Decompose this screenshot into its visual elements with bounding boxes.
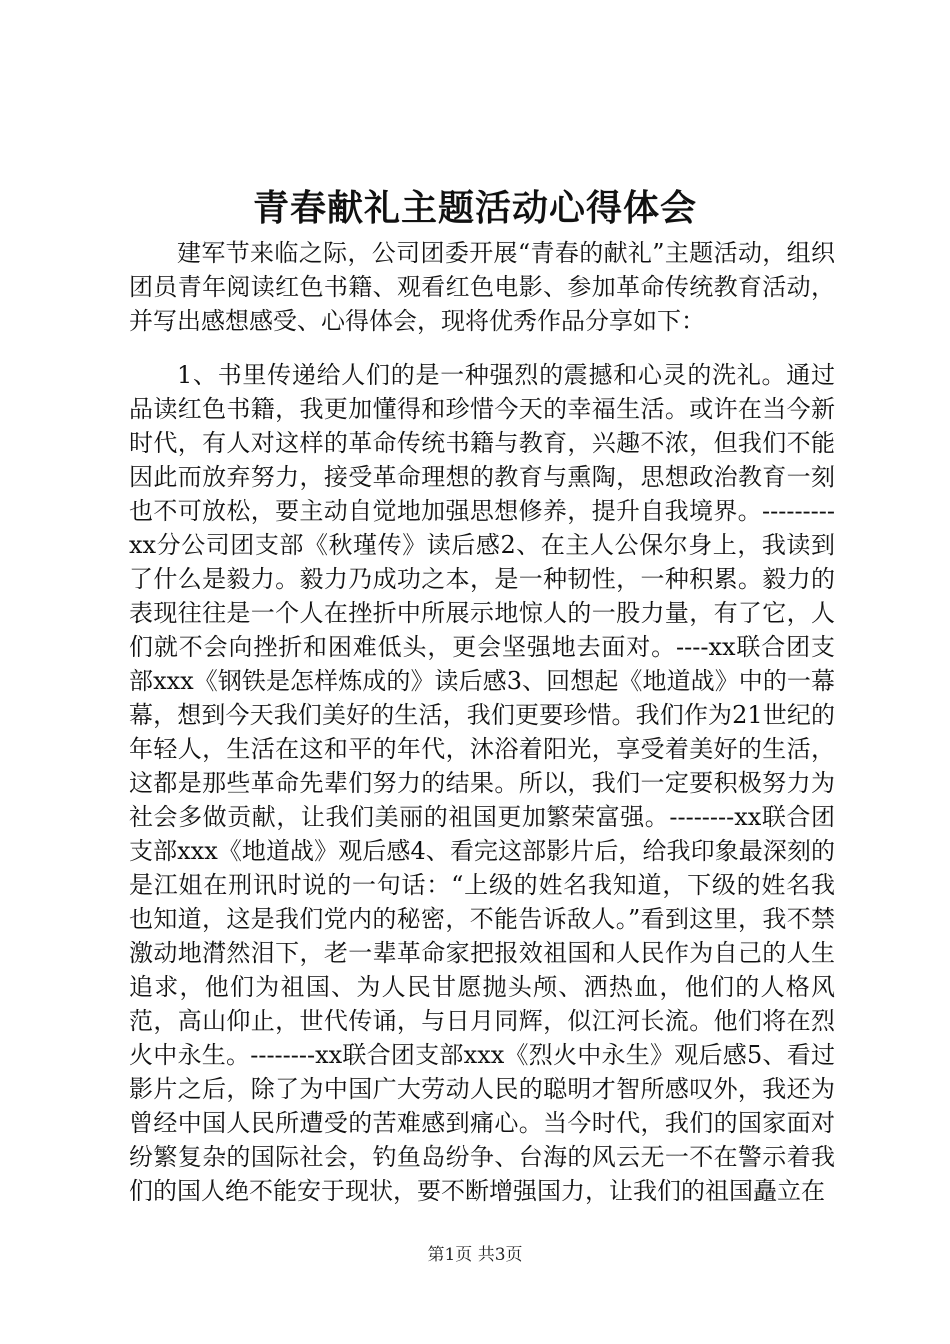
body-paragraph: 1、书里传递给人们的是一种强烈的震撼和心灵的洗礼。通过品读红色书籍，我更加懂得和珍惜今天的幸福生活。或许在当今新时代，有人对这样的革命传统书籍与教育，兴趣不浓，但我们不能因此而放弃努力，接受革命理想的教育与熏陶，思想政治教育一刻也不可放松，要主动自觉地加强思想修养，提升自我境界。---------xx分公司团支部《秋瑾传》读后感2、在主人公保尔身上，我读到了什么是毅力。毅力乃成功之本，是一种韧性，一种积累。毅力的表现往往是一个人在挫折中所展示地惊人的一股力量，有了它，人们就不会向挫折和困难低头，更会坚强地去面对。----xx联合团支部xxx《钢铁是怎样炼成的》读后感3、回想起《地道战》中的一幕幕，想到今天我们美好的生活，我们更要珍惜。我们作为21世纪的年轻人，生活在这和平的年代，沐浴着阳光，享受着美好的生活，这都是那些革命先辈们努力的结果。所以，我们一定要积极努力为社会多做贡献，让我们美丽的祖国更加繁荣富强。--------xx联合团支部xxx《地道战》观后感4、看完这部影片后，给我印象最深刻的是江姐在刑讯时说的一句话：“上级的姓名我知道，下级的姓名我也知道，这是我们党内的秘密，不能告诉敌人。”看到这里，我不禁激动地潸然泪下，老一辈革命家把报效祖国和人民作为自己的人生追求，他们为祖国、为人民甘愿抛头颅、洒热血，他们的人格风范，高山仰止，世代传诵，与日月同辉，似江河长流。他们将在烈火中永生。--------xx联合团支部xxx《烈火中永生》观后感5、看过影片之后，除了为中国广大劳动人民的聪明才智所感叹外，我还为曾经中国人民所遭受的苦难感到痛心。当今时代，我们的国家面对纷繁复杂的国际社会，钓鱼岛纷争、台海的风云无一不在警示着我们的国人绝不能安于现状，要不断增强国力，让我们的祖国矗立在: [129, 361, 835, 1205]
intro-paragraph: 建军节来临之际，公司团委开展“青春的献礼”主题活动，组织团员青年阅读红色书籍、观看红色电影、参加革命传统教育活动，并写出感想感受、心得体会，现将优秀作品分享如下：: [129, 239, 835, 335]
page-number-footer: 第1页 共3页: [427, 1245, 523, 1265]
document-title: 青春献礼主题活动心得体会: [252, 187, 697, 229]
